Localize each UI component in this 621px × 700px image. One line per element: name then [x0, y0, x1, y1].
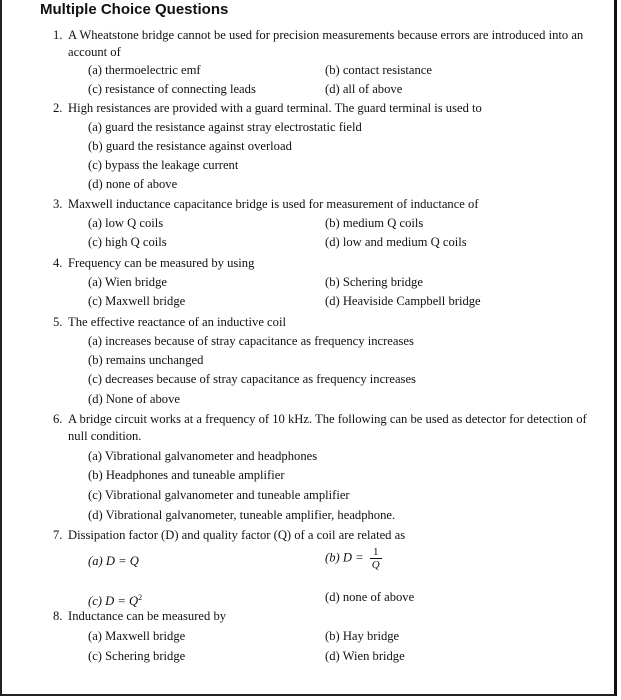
- question-number: 2.: [53, 101, 63, 115]
- option-7b: [325, 546, 382, 571]
- option-7b-label: (b) D =: [325, 550, 367, 565]
- option-1d: (d) all of above: [325, 82, 403, 96]
- option-1c: (c) resistance of connecting leads: [88, 82, 256, 96]
- option-3c: (c) high Q coils: [88, 235, 167, 249]
- option-4d: (d) Heaviside Campbell bridge: [325, 294, 481, 308]
- question-number: 7.: [53, 528, 63, 542]
- option-5c: (c) decreases because of stray capacitance as frequency increases: [88, 372, 416, 386]
- option-8a: (a) Maxwell bridge: [88, 629, 186, 643]
- option-6c: (c) Vibrational galvanometer and tuneable amplifier: [88, 488, 350, 502]
- option-2b: (b) guard the resistance against overload: [88, 139, 292, 153]
- option-4b: (b) Schering bridge: [325, 275, 423, 289]
- option-3d: (d) low and medium Q coils: [325, 235, 467, 249]
- question-number: 1.: [53, 28, 63, 42]
- superscript: 2: [138, 593, 143, 602]
- question-1: [53, 27, 588, 61]
- option-5b: (b) remains unchanged: [88, 353, 204, 367]
- option-7c-label: (c) D = Q: [88, 594, 139, 609]
- question-text: Inductance can be measured by: [68, 609, 227, 623]
- fraction-numerator: 1: [370, 546, 382, 559]
- question-text: Maxwell inductance capacitance bridge is used for measurement of inductance of: [68, 197, 479, 211]
- option-2d: (d) none of above: [88, 177, 178, 191]
- option-2a: (a) guard the resistance against stray electrostatic field: [88, 120, 362, 134]
- option-1a: (a) thermoelectric emf: [88, 63, 201, 77]
- question-text: High resistances are provided with a guard terminal. The guard terminal is used to: [68, 101, 482, 115]
- option-7d: (d) none of above: [325, 590, 415, 604]
- option-7c: [88, 589, 142, 610]
- option-3b: (b) medium Q coils: [325, 216, 424, 230]
- option-8d: (d) Wien bridge: [325, 649, 405, 663]
- question-3: [53, 196, 588, 213]
- option-6d: (d) Vibrational galvanometer, tuneable amplifier, headphone.: [88, 508, 396, 522]
- question-number: 5.: [53, 315, 63, 329]
- option-3a: (a) low Q coils: [88, 216, 164, 230]
- question-2: [53, 100, 588, 117]
- option-8c: (c) Schering bridge: [88, 649, 186, 663]
- question-6: [53, 411, 588, 445]
- question-number: 8.: [53, 609, 63, 623]
- page-title: Multiple Choice Questions: [40, 1, 229, 18]
- question-text: A Wheatstone bridge cannot be used for precision measurements because errors are introduced into an account of: [68, 28, 584, 59]
- option-4c: (c) Maxwell bridge: [88, 294, 186, 308]
- option-4a: (a) Wien bridge: [88, 275, 167, 289]
- question-text: The effective reactance of an inductive coil: [68, 315, 286, 329]
- question-number: 4.: [53, 256, 63, 270]
- question-4: [53, 255, 588, 272]
- question-number: 3.: [53, 197, 63, 211]
- question-text: Frequency can be measured by using: [68, 256, 255, 270]
- option-5a: (a) increases because of stray capacitance as frequency increases: [88, 334, 414, 348]
- option-6a: (a) Vibrational galvanometer and headphones: [88, 449, 318, 463]
- option-2c: (c) bypass the leakage current: [88, 158, 239, 172]
- option-1b: (b) contact resistance: [325, 63, 432, 77]
- fraction: [370, 546, 382, 571]
- option-8b: (b) Hay bridge: [325, 629, 400, 643]
- question-text: Dissipation factor (D) and quality factor (Q) of a coil are related as: [68, 528, 406, 542]
- question-7: [53, 527, 588, 544]
- option-6b: (b) Headphones and tuneable amplifier: [88, 468, 285, 482]
- fraction-denominator: Q: [371, 559, 380, 571]
- question-8: [53, 608, 588, 625]
- question-number: 6.: [53, 412, 63, 426]
- option-7a: (a) D = Q: [88, 554, 139, 568]
- question-text: A bridge circuit works at a frequency of 10 kHz. The following can be used as detector for detection of null condition.: [68, 412, 587, 443]
- option-5d: (d) None of above: [88, 392, 180, 406]
- question-5: [53, 314, 588, 331]
